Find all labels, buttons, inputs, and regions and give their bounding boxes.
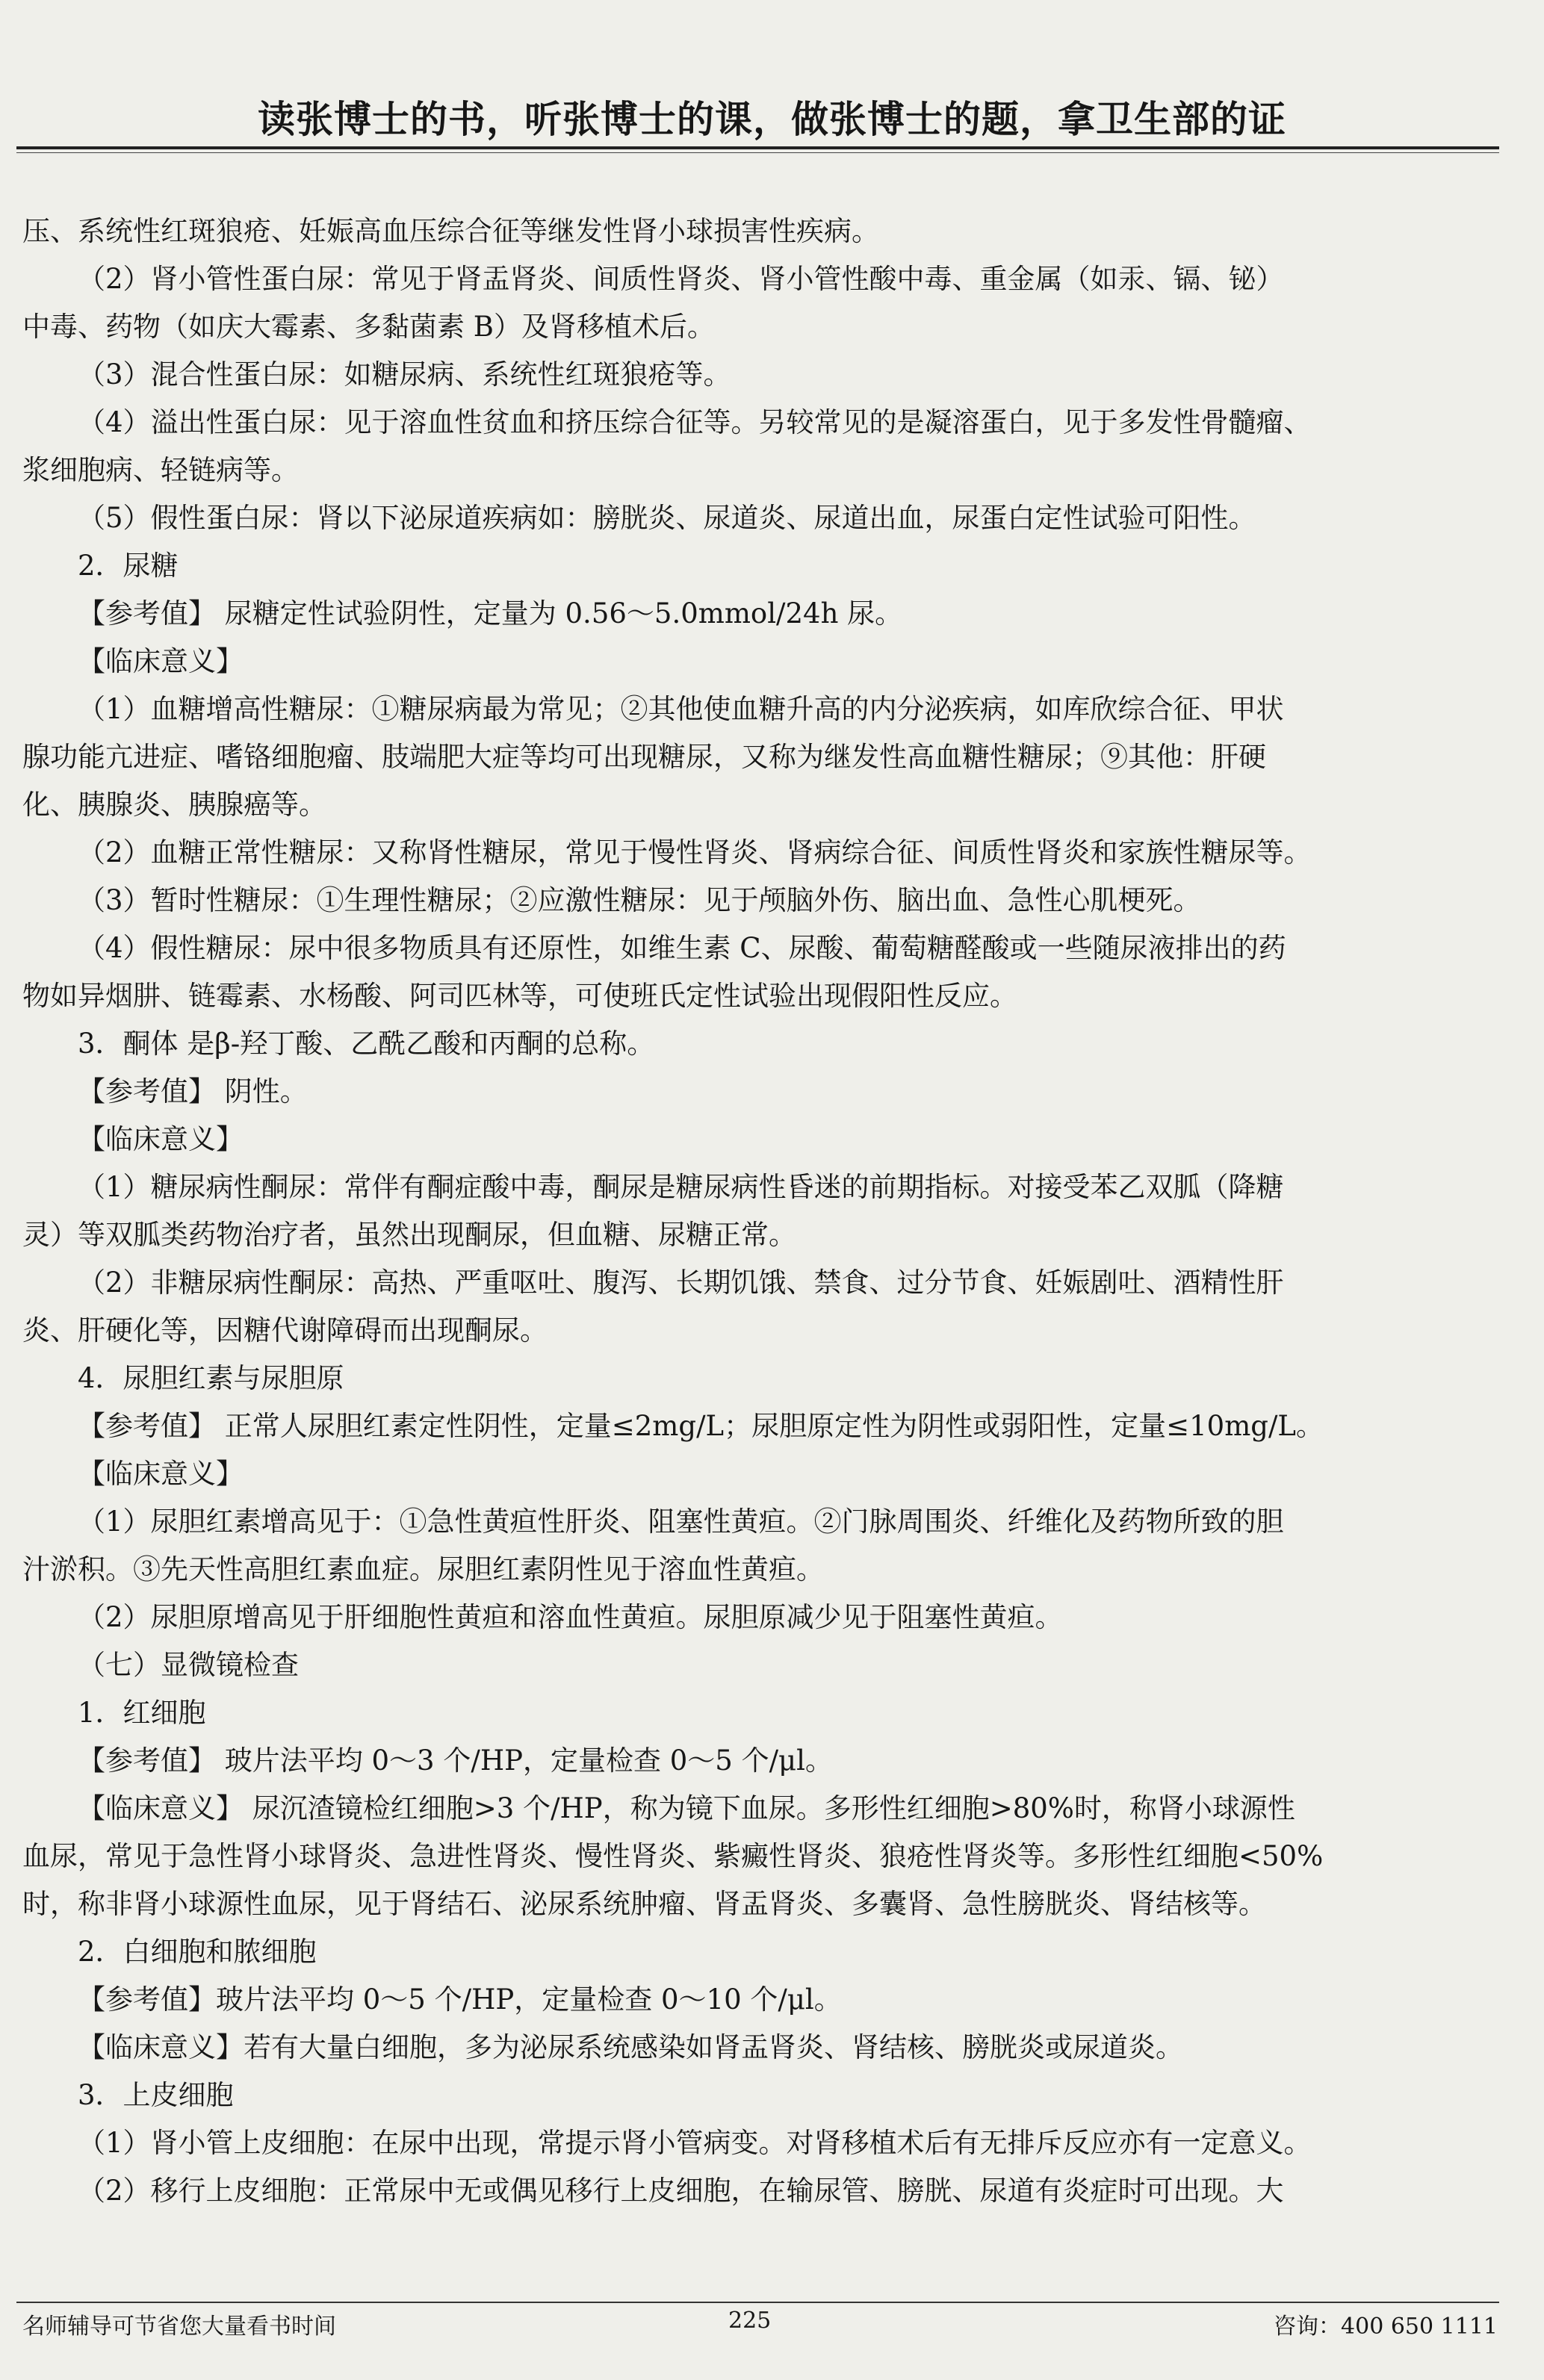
text-line: （3）暂时性糖尿：①生理性糖尿；②应激性糖尿：见于颅脑外伤、脑出血、急性心肌梗死。 — [78, 884, 1201, 916]
text-line: 3．酮体 是β-羟丁酸、乙酰乙酸和丙酮的总称。 — [78, 1028, 655, 1060]
text-line: 1．红细胞 — [78, 1697, 206, 1729]
text-line: 浆细胞病、轻链病等。 — [22, 454, 299, 486]
text-line: （5）假性蛋白尿：肾以下泌尿道疾病如：膀胱炎、尿道炎、尿道出血，尿蛋白定性试验可阳性。 — [78, 502, 1256, 534]
text-line: 【临床意义】若有大量白细胞，多为泌尿系统感染如肾盂肾炎、肾结核、膀胱炎或尿道炎。 — [78, 2031, 1183, 2063]
footer-rule — [16, 2302, 1499, 2303]
text-line: 中毒、药物（如庆大霉素、多黏菌素 B）及肾移植术后。 — [22, 311, 715, 343]
text-line: 【临床意义】 — [78, 1458, 244, 1490]
body-text — [22, 208, 1498, 2215]
header-rule-thin — [16, 152, 1499, 153]
text-line: 3．上皮细胞 — [78, 2079, 234, 2111]
text-line: （2）尿胆原增高见于肝细胞性黄疸和溶血性黄疸。尿胆原减少见于阻塞性黄疸。 — [78, 1601, 1063, 1633]
text-line: （2）移行上皮细胞：正常尿中无或偶见移行上皮细胞，在输尿管、膀胱、尿道有炎症时可出现。大 — [78, 2175, 1284, 2207]
text-line: 【临床意义】 — [78, 1123, 244, 1155]
text-line: 2．白细胞和脓细胞 — [78, 1936, 317, 1968]
text-line: 化、胰腺炎、胰腺癌等。 — [22, 789, 326, 821]
footer-slogan: 名师辅导可节省您大量看书时间 — [22, 2314, 336, 2340]
text-line: 【参考值】 阴性。 — [78, 1075, 308, 1107]
text-line: （4）假性糖尿：尿中很多物质具有还原性，如维生素 C、尿酸、葡萄糖醛酸或一些随尿液排出的药 — [78, 932, 1286, 964]
header-rule — [16, 146, 1499, 149]
text-line: （1）血糖增高性糖尿：①糖尿病最为常见；②其他使血糖升高的内分泌疾病，如库欣综合征、甲状 — [78, 693, 1284, 725]
text-line: 血尿，常见于急性肾小球肾炎、急进性肾炎、慢性肾炎、紫癜性肾炎、狼疮性肾炎等。多形性红细胞<50% — [22, 1840, 1324, 1872]
footer-contact: 咨询：400 650 1111 — [1274, 2314, 1498, 2340]
text-line: 【参考值】 尿糖定性试验阴性，定量为 0.56～5.0mmol/24h 尿。 — [78, 597, 903, 630]
text-line: （七）显微镜检查 — [78, 1649, 299, 1681]
text-line: （2）非糖尿病性酮尿：高热、严重呕吐、腹泻、长期饥饿、禁食、过分节食、妊娠剧吐、酒精性肝 — [78, 1267, 1284, 1299]
text-line: 【临床意义】 尿沉渣镜检红细胞>3 个/HP，称为镜下血尿。多形性红细胞>80%时，称肾小球源性 — [78, 1792, 1295, 1824]
text-line: （2）肾小管性蛋白尿：常见于肾盂肾炎、间质性肾炎、肾小管性酸中毒、重金属（如汞、镉、铋） — [78, 263, 1284, 295]
page-footer — [22, 2308, 1498, 2340]
text-line: （1）糖尿病性酮尿：常伴有酮症酸中毒，酮尿是糖尿病性昏迷的前期指标。对接受苯乙双胍（降糖 — [78, 1171, 1284, 1203]
text-line: （1）肾小管上皮细胞：在尿中出现，常提示肾小管病变。对肾移植术后有无排斥反应亦有一定意义。 — [78, 2127, 1312, 2159]
text-line: 物如异烟肼、链霉素、水杨酸、阿司匹林等，可使班氏定性试验出现假阳性反应。 — [22, 980, 1017, 1012]
text-line: 2．尿糖 — [78, 550, 179, 582]
page-number: 225 — [728, 2308, 772, 2334]
text-line: （2）血糖正常性糖尿：又称肾性糖尿，常见于慢性肾炎、肾病综合征、间质性肾炎和家族性糖尿等。 — [78, 836, 1312, 869]
text-line: （3）混合性蛋白尿：如糖尿病、系统性红斑狼疮等。 — [78, 358, 731, 391]
text-line: （1）尿胆红素增高见于：①急性黄疸性肝炎、阻塞性黄疸。②门脉周围炎、纤维化及药物所致的胆 — [78, 1506, 1284, 1538]
text-line: 4．尿胆红素与尿胆原 — [78, 1362, 344, 1394]
text-line: 【参考值】玻片法平均 0～5 个/HP，定量检查 0～10 个/μl。 — [78, 1983, 842, 2016]
text-line: （4）溢出性蛋白尿：见于溶血性贫血和挤压综合征等。另较常见的是凝溶蛋白，见于多发性骨髓瘤、 — [78, 406, 1312, 438]
page-header-title: 读张博士的书，听张博士的课，做张博士的题，拿卫生部的证 — [258, 97, 1286, 141]
text-line: 汁淤积。③先天性高胆红素血症。尿胆红素阴性见于溶血性黄疸。 — [22, 1553, 824, 1585]
text-line: 【参考值】 玻片法平均 0～3 个/HP，定量检查 0～5 个/μl。 — [78, 1744, 833, 1777]
text-line: 【参考值】 正常人尿胆红素定性阴性，定量≤2mg/L；尿胆原定性为阴性或弱阳性，定量≤10mg/L。 — [78, 1410, 1324, 1442]
text-line: 腺功能亢进症、嗜铬细胞瘤、肢端肥大症等均可出现糖尿，又称为继发性高血糖性糖尿；⑨其他：肝硬 — [22, 741, 1266, 773]
text-line: 【临床意义】 — [78, 645, 244, 677]
text-line: 灵）等双胍类药物治疗者，虽然出现酮尿，但血糖、尿糖正常。 — [22, 1219, 796, 1251]
text-line: 炎、肝硬化等，因糖代谢障碍而出现酮尿。 — [22, 1314, 548, 1346]
text-line: 时，称非肾小球源性血尿，见于肾结石、泌尿系统肿瘤、肾盂肾炎、多囊肾、急性膀胱炎、肾结核等。 — [22, 1888, 1266, 1920]
text-line: 压、系统性红斑狼疮、妊娠高血压综合征等继发性肾小球损害性疾病。 — [22, 215, 879, 247]
